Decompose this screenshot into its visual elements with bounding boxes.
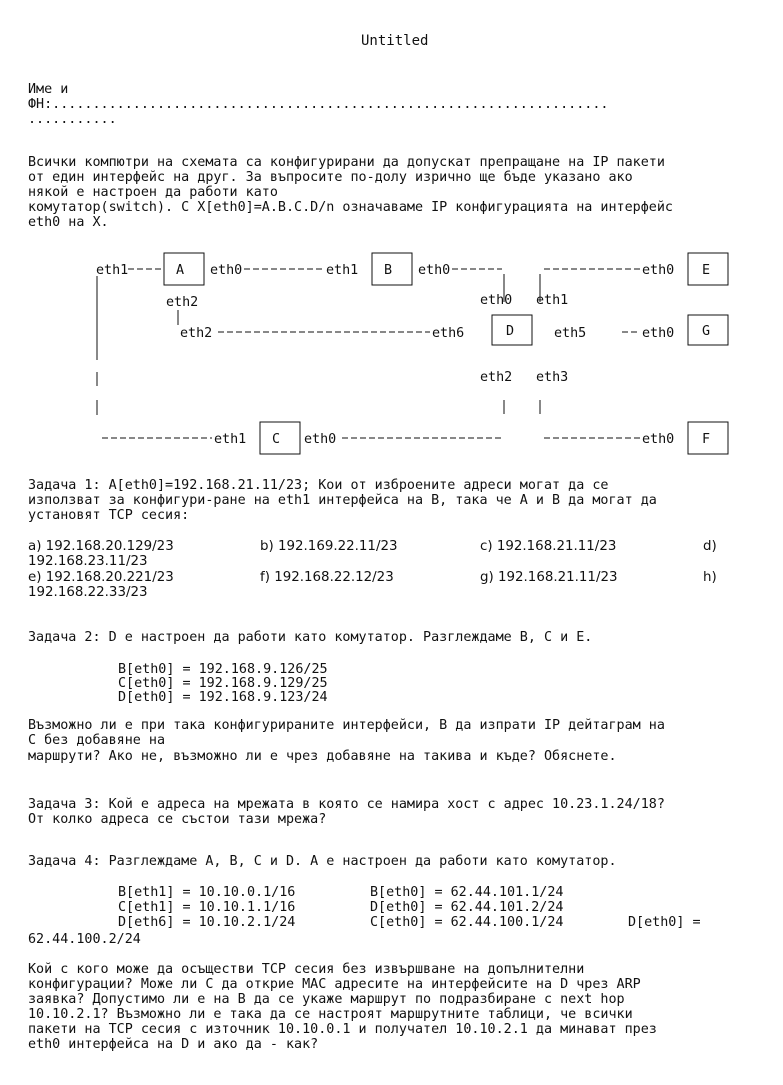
task2-text-2: C без добавяне на [28, 733, 166, 748]
task4-col2-row1: B[eth0] = 62.44.101.1/24 [370, 885, 564, 900]
task1-line-3: установят TCP сесия: [28, 508, 190, 523]
fn-line-cont: ........... [28, 112, 117, 127]
task1-option-d: d) [703, 539, 717, 554]
task4-text-2: конфигурации? Може ли C да открие MAC адресите на интерфейсите на D чрез ARP [28, 977, 641, 992]
task1-option-d-value: 192.168.23.11/23 [28, 554, 148, 569]
e-eth0-label: eth0 [642, 263, 675, 278]
node-e-label: E [702, 263, 711, 278]
fn-line: ФН:..................................................................... [28, 97, 609, 112]
task4-text-5: пакети на TCP сесия с източник 10.10.0.1 и получател 10.10.2.1 да минават през [28, 1022, 657, 1037]
task1-option-a: a) 192.168.20.129/23 [28, 539, 174, 554]
intro-line-4: комутатор(switch). С X[eth0]=A.B.C.D/n означаваме IP конфигурацията на интерфейс [28, 200, 673, 215]
node-f-label: F [702, 432, 711, 447]
node-d-label: D [506, 324, 515, 339]
task1-line-2: използват за конфигури-ране на eth1 интерфейса на B, така че A и B да могат да [28, 493, 657, 508]
c-eth1-label: eth1 [214, 432, 247, 447]
d-eth1-label: eth1 [536, 293, 569, 308]
intro-line-1: Всички компютри на схемата са конфигурирани да допускат препращане на IP пакети [28, 155, 665, 170]
a-eth0-label: eth0 [210, 263, 243, 278]
task1-option-h: h) [703, 570, 717, 585]
c-eth0-label: eth0 [304, 432, 337, 447]
task4-text-4: 10.10.2.1? Възможно ли е така да се настроят маршрутните таблици, че всички [28, 1007, 633, 1022]
b-eth0-label: eth0 [418, 263, 451, 278]
task2-cfg-d: D[eth0] = 192.168.9.123/24 [118, 690, 328, 705]
document-title: Untitled [361, 33, 429, 49]
task4-text-6: eth0 интерфейса на D и ако да - как? [28, 1037, 319, 1052]
task4-col3: D[eth0] = [628, 915, 701, 930]
task4-question: Задача 4: Разглеждаме A, B, C и D. A е настроен да работи като комутатор. [28, 854, 617, 869]
intro-line-3: някой е настроен да работи като [28, 185, 278, 200]
task1-option-e: e) 192.168.20.221/23 [28, 570, 174, 585]
task4-col3-cont: 62.44.100.2/24 [28, 932, 141, 947]
network-diagram [92, 250, 752, 460]
intro-line-5: eth0 на X. [28, 215, 109, 230]
node-c-label: C [272, 432, 281, 447]
task4-col2-row3: C[eth0] = 62.44.100.1/24 [370, 915, 564, 930]
task1-line-1: Задача 1: A[eth0]=192.168.21.11/23; Кои от изброените адреси могат да се [28, 478, 609, 493]
task2-text-3: маршрути? Ако не, възможно ли е чрез добавяне на такива и къде? Обяснете. [28, 749, 617, 764]
task3-line-2: От колко адреса се състои тази мрежа? [28, 812, 327, 827]
a-eth2-label: eth2 [166, 295, 199, 310]
a-eth2-line-label: eth2 [180, 326, 213, 341]
intro-line-2: от един интерфейс на друг. За въпросите по-долу изрично ще бъде указано ако [28, 170, 633, 185]
name-label: Име и [28, 82, 69, 97]
task1-option-b: b) 192.169.22.11/23 [260, 539, 398, 554]
d-eth0-label: eth0 [480, 293, 513, 308]
task3-line-1: Задача 3: Кой е адреса на мрежата в която се намира хост с адрес 10.23.1.24/18? [28, 797, 665, 812]
task1-option-c: c) 192.168.21.11/23 [480, 539, 617, 554]
task1-option-h-value: 192.168.22.33/23 [28, 585, 148, 600]
task2-text-1: Възможно ли е при така конфигурираните интерфейси, B да изпрати IP дейтаграм на [28, 718, 665, 733]
node-g-label: G [702, 324, 711, 339]
task4-col1-row1: B[eth1] = 10.10.0.1/16 [118, 885, 296, 900]
task4-col1-row2: C[eth1] = 10.10.1.1/16 [118, 900, 296, 915]
d-eth5-label: eth5 [554, 326, 587, 341]
task4-col1-row3: D[eth6] = 10.10.2.1/24 [118, 915, 296, 930]
d-eth3-label: eth3 [536, 370, 569, 385]
f-eth0-label: eth0 [642, 432, 675, 447]
d-eth2-label: eth2 [480, 370, 513, 385]
a-eth1-label: eth1 [96, 263, 129, 278]
task4-text-1: Кой с кого може да осъществи TCP сесия без извършване на допълнителни [28, 962, 585, 977]
d-eth6-label: eth6 [432, 326, 465, 341]
task1-option-g: g) 192.168.21.11/23 [480, 570, 618, 585]
task4-text-3: заявка? Допустимо ли е на B да се укаже маршрут по подразбиране с next hop [28, 992, 625, 1007]
node-a-label: A [176, 263, 185, 278]
task2-cfg-c: C[eth0] = 192.168.9.129/25 [118, 676, 328, 691]
b-eth1-label: eth1 [326, 263, 359, 278]
task1-option-f: f) 192.168.22.12/23 [260, 570, 394, 585]
task2-cfg-b: B[eth0] = 192.168.9.126/25 [118, 662, 328, 677]
node-b-label: B [384, 263, 393, 278]
network-diagram-svg [92, 250, 752, 460]
task2-question: Задача 2: D е настроен да работи като комутатор. Разглеждаме B, C и E. [28, 630, 593, 645]
task4-col2-row2: D[eth0] = 62.44.101.2/24 [370, 900, 564, 915]
g-eth0-label: eth0 [642, 326, 675, 341]
